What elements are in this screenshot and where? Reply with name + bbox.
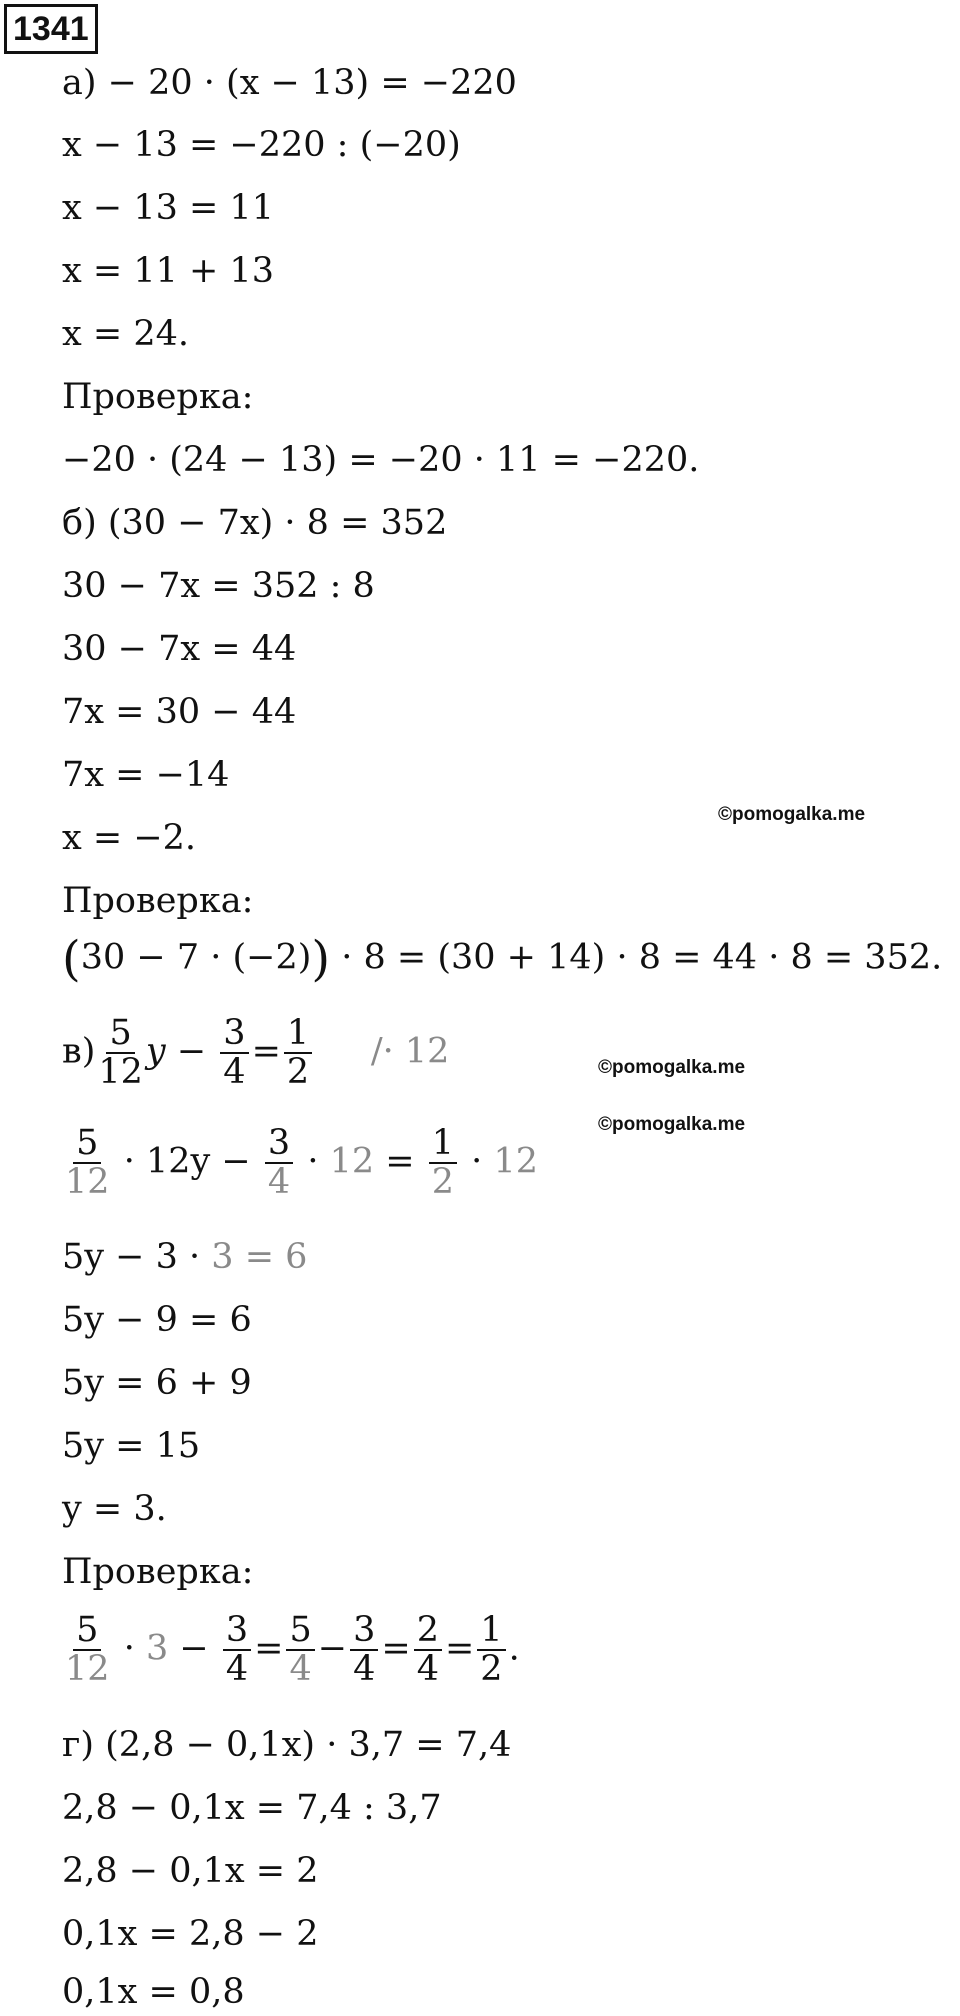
part-b-line-1: б) (30 − 7x) · 8 = 352 [62,503,448,543]
part-v-line-4: 5y − 9 = 6 [62,1300,252,1340]
part-g-line-2: 2,8 − 0,1x = 7,4 : 3,7 [62,1788,442,1828]
part-a-line-3: x − 13 = 11 [62,188,274,228]
part-g-line-3: 2,8 − 0,1x = 2 [62,1851,319,1891]
part-b-check: (30 − 7 · (−2)) · 8 = (30 + 14) · 8 = 44 · 8 = 352. [62,931,943,987]
part-g-line-5: 0,1x = 0,8 [62,1972,245,2012]
part-g-line-1: г) (2,8 − 0,1x) · 3,7 = 7,4 [62,1725,512,1765]
problem-number: 1341 [4,4,98,54]
part-a-check: −20 · (24 − 13) = −20 · 11 = −220. [62,440,700,480]
part-b-line-2: 30 − 7x = 352 : 8 [62,566,375,606]
part-b-line-6: x = −2. [62,818,197,858]
multiplier-note: /· 12 [370,1031,450,1072]
watermark-1: ©pomogalka.me [718,804,866,825]
part-a-line-4: x = 11 + 13 [62,251,274,291]
part-b-check-label: Проверка: [62,881,254,921]
part-a-line-1: а) − 20 · (x − 13) = −220 [62,63,517,103]
part-g-line-4: 0,1x = 2,8 − 2 [62,1914,319,1954]
part-v-line-5: 5y = 6 + 9 [62,1363,252,1403]
part-v-check-label: Проверка: [62,1552,254,1592]
part-v-line-6: 5y = 15 [62,1426,201,1466]
part-b-line-3: 30 − 7x = 44 [62,629,297,669]
watermark-3: ©pomogalka.me [598,1114,746,1135]
part-v-equation: в) $\frac{5}{12}$ y − $\frac{3}{4}$ = $\frac{1}{2}$ /· 12 [62,1013,450,1092]
part-a-line-5: x = 24. [62,314,189,354]
part-v-multiplied: $\frac{5}{12}$ · 12y − $\frac{3}{4}$ · 12 = $\frac{1}{2}$ · 12 [65,1123,538,1202]
part-v-line-7: y = 3. [62,1489,167,1529]
part-a-check-label: Проверка: [62,377,254,417]
watermark-2: ©pomogalka.me [598,1057,746,1078]
part-b-line-4: 7x = 30 − 44 [62,692,297,732]
part-v-line-3: 5y − 3 · 3 = 6 [62,1237,308,1277]
part-a-line-2: x − 13 = −220 : (−20) [62,125,461,165]
part-b-line-5: 7x = −14 [62,755,230,795]
part-v-check: $\frac{5}{12}$ · 3 − $\frac{3}{4}$ = $\frac{5}{4}$ − $\frac{3}{4}$ = $\frac{2}{4}$ = $\frac{1}{2}$ . [65,1610,520,1689]
